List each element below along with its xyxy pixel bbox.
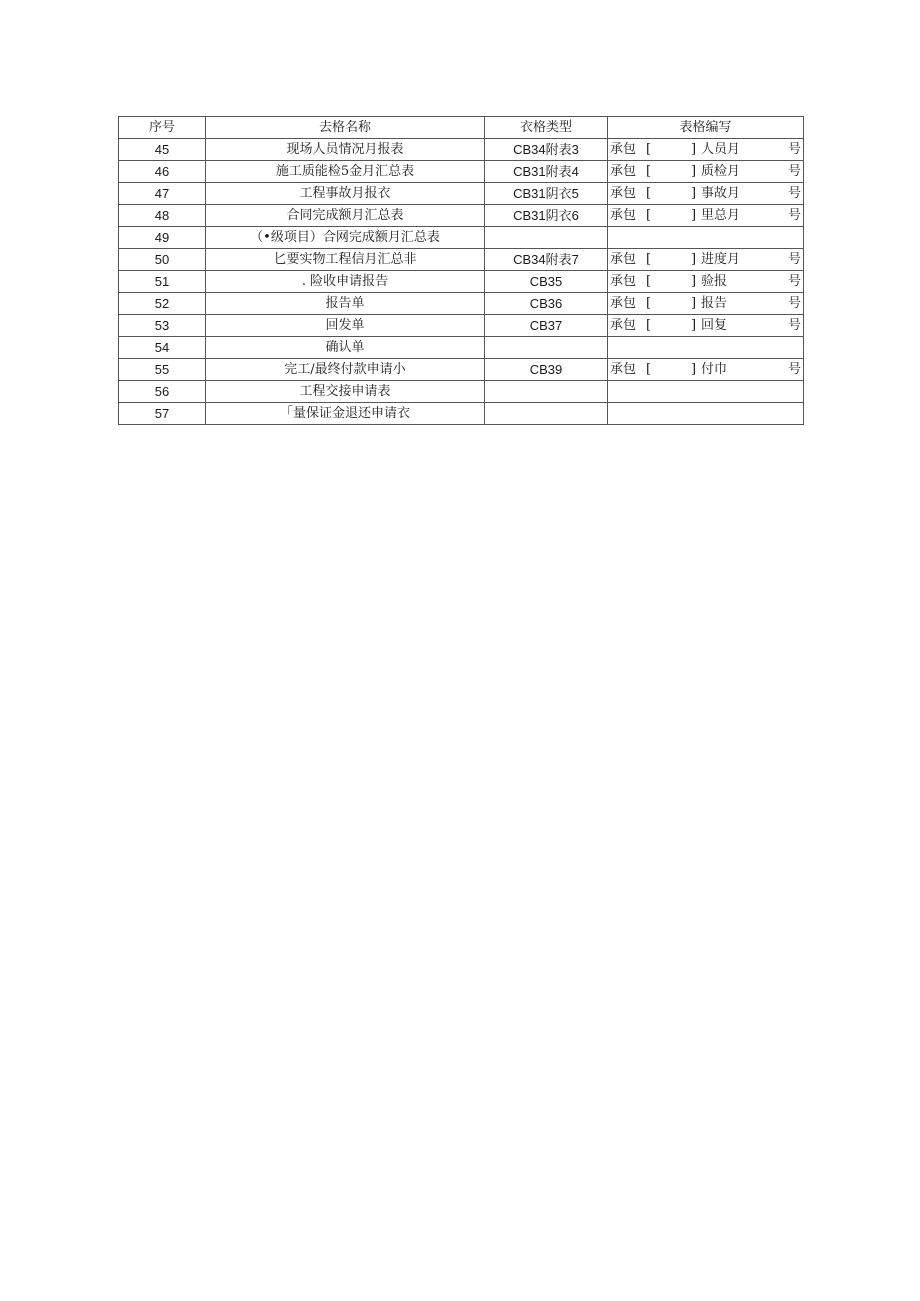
table-row xyxy=(119,293,804,315)
code-open-bracket: [ xyxy=(646,208,652,223)
code-suffix-text: 号 xyxy=(787,318,801,333)
row-form-type: CB31阴衣6 xyxy=(485,205,608,227)
code-prefix-text: 承包 xyxy=(610,274,637,289)
code-open-bracket: [ xyxy=(646,318,652,333)
code-prefix-text: 承包 xyxy=(610,362,637,377)
row-form-code xyxy=(608,315,804,337)
row-form-name: 施工质能检5金月汇总表 xyxy=(206,161,485,183)
row-form-name: 回发单 xyxy=(206,315,485,337)
row-form-name: 合同完成额月汇总表 xyxy=(206,205,485,227)
code-close-bracket: ] xyxy=(691,252,697,267)
code-template xyxy=(608,205,803,226)
code-template xyxy=(608,293,803,314)
row-form-name: 现场人员情况月报表 xyxy=(206,139,485,161)
code-prefix-text: 承包 xyxy=(610,318,637,333)
row-seq: 57 xyxy=(119,403,206,425)
row-form-code xyxy=(608,359,804,381)
row-seq: 56 xyxy=(119,381,206,403)
code-keyword: 质检月 xyxy=(701,164,741,179)
code-open-bracket: [ xyxy=(646,362,652,377)
header-name: 去格名称 xyxy=(206,117,485,139)
code-close-bracket: ] xyxy=(691,274,697,289)
code-keyword: 验报 xyxy=(701,274,728,289)
row-seq: 49 xyxy=(119,227,206,249)
row-form-name: 工程事故月报衣 xyxy=(206,183,485,205)
code-prefix-text: 承包 xyxy=(610,252,637,267)
row-seq: 50 xyxy=(119,249,206,271)
code-keyword: 人员月 xyxy=(701,142,741,157)
code-suffix-text: 号 xyxy=(787,142,801,157)
row-form-code xyxy=(608,271,804,293)
table-row xyxy=(119,381,804,403)
code-keyword: 报告 xyxy=(701,296,728,311)
row-form-code xyxy=(608,337,804,359)
row-seq: 51 xyxy=(119,271,206,293)
row-form-code xyxy=(608,293,804,315)
code-open-bracket: [ xyxy=(646,252,652,267)
row-form-code xyxy=(608,205,804,227)
row-form-type: CB37 xyxy=(485,315,608,337)
row-form-name: 完工/最终付款申请小 xyxy=(206,359,485,381)
code-keyword: 进度月 xyxy=(701,252,741,267)
row-form-type xyxy=(485,337,608,359)
row-seq: 55 xyxy=(119,359,206,381)
code-close-bracket: ] xyxy=(691,164,697,179)
table-row xyxy=(119,271,804,293)
row-form-type xyxy=(485,227,608,249)
code-open-bracket: [ xyxy=(646,142,652,157)
code-suffix-text: 号 xyxy=(787,186,801,201)
row-form-type xyxy=(485,381,608,403)
code-template xyxy=(608,161,803,182)
code-open-bracket: [ xyxy=(646,296,652,311)
row-form-type: CB34附表3 xyxy=(485,139,608,161)
code-keyword: 事故月 xyxy=(701,186,741,201)
code-open-bracket: [ xyxy=(646,164,652,179)
code-template xyxy=(608,249,803,270)
code-suffix-text: 号 xyxy=(787,208,801,223)
code-keyword: 回复 xyxy=(701,318,728,333)
code-template xyxy=(608,271,803,292)
row-form-code xyxy=(608,227,804,249)
table-row xyxy=(119,161,804,183)
table-body xyxy=(119,139,804,425)
row-form-type: CB31附表4 xyxy=(485,161,608,183)
code-keyword: 付巾 xyxy=(701,362,728,377)
code-suffix-text: 号 xyxy=(787,296,801,311)
table-row xyxy=(119,227,804,249)
form-index-table xyxy=(118,116,804,425)
header-code: 表格编写 xyxy=(608,117,804,139)
row-form-type: CB36 xyxy=(485,293,608,315)
table-row xyxy=(119,359,804,381)
code-keyword: 里总月 xyxy=(701,208,741,223)
code-suffix-text: 号 xyxy=(787,252,801,267)
row-form-code xyxy=(608,161,804,183)
row-form-type: CB39 xyxy=(485,359,608,381)
row-form-code xyxy=(608,249,804,271)
row-form-name: 「量保证金退还申请衣 xyxy=(206,403,485,425)
row-form-name: （•级项目）合网完成额月汇总表 xyxy=(206,227,485,249)
table-row xyxy=(119,315,804,337)
row-form-name: . 险收申请报告 xyxy=(206,271,485,293)
row-form-name: 匕要实物工程信月汇总非 xyxy=(206,249,485,271)
code-close-bracket: ] xyxy=(691,318,697,333)
table-row xyxy=(119,403,804,425)
code-open-bracket: [ xyxy=(646,186,652,201)
table-row xyxy=(119,183,804,205)
row-seq: 52 xyxy=(119,293,206,315)
row-seq: 47 xyxy=(119,183,206,205)
code-close-bracket: ] xyxy=(691,296,697,311)
row-form-code xyxy=(608,381,804,403)
row-seq: 53 xyxy=(119,315,206,337)
row-seq: 54 xyxy=(119,337,206,359)
table-row xyxy=(119,337,804,359)
row-form-type: CB34附表7 xyxy=(485,249,608,271)
row-form-name: 确认单 xyxy=(206,337,485,359)
code-prefix-text: 承包 xyxy=(610,186,637,201)
code-template xyxy=(608,359,803,380)
code-suffix-text: 号 xyxy=(787,164,801,179)
code-close-bracket: ] xyxy=(691,362,697,377)
table-row xyxy=(119,205,804,227)
code-prefix-text: 承包 xyxy=(610,208,637,223)
table-header-row xyxy=(119,117,804,139)
code-template xyxy=(608,139,803,160)
row-form-code xyxy=(608,183,804,205)
code-close-bracket: ] xyxy=(691,208,697,223)
table-row xyxy=(119,139,804,161)
row-form-name: 报告单 xyxy=(206,293,485,315)
header-seq: 序号 xyxy=(119,117,206,139)
code-suffix-text: 号 xyxy=(787,362,801,377)
row-seq: 48 xyxy=(119,205,206,227)
code-template xyxy=(608,315,803,336)
code-open-bracket: [ xyxy=(646,274,652,289)
row-seq: 46 xyxy=(119,161,206,183)
code-prefix-text: 承包 xyxy=(610,296,637,311)
code-suffix-text: 号 xyxy=(787,274,801,289)
row-form-name: 工程交接申请表 xyxy=(206,381,485,403)
code-template xyxy=(608,183,803,204)
row-seq: 45 xyxy=(119,139,206,161)
code-prefix-text: 承包 xyxy=(610,142,637,157)
row-form-type xyxy=(485,403,608,425)
row-form-type: CB35 xyxy=(485,271,608,293)
row-form-type: CB31阴衣5 xyxy=(485,183,608,205)
code-close-bracket: ] xyxy=(691,142,697,157)
row-form-code xyxy=(608,403,804,425)
code-prefix-text: 承包 xyxy=(610,164,637,179)
code-close-bracket: ] xyxy=(691,186,697,201)
row-form-code xyxy=(608,139,804,161)
header-type: 衣格类型 xyxy=(485,117,608,139)
table-row xyxy=(119,249,804,271)
